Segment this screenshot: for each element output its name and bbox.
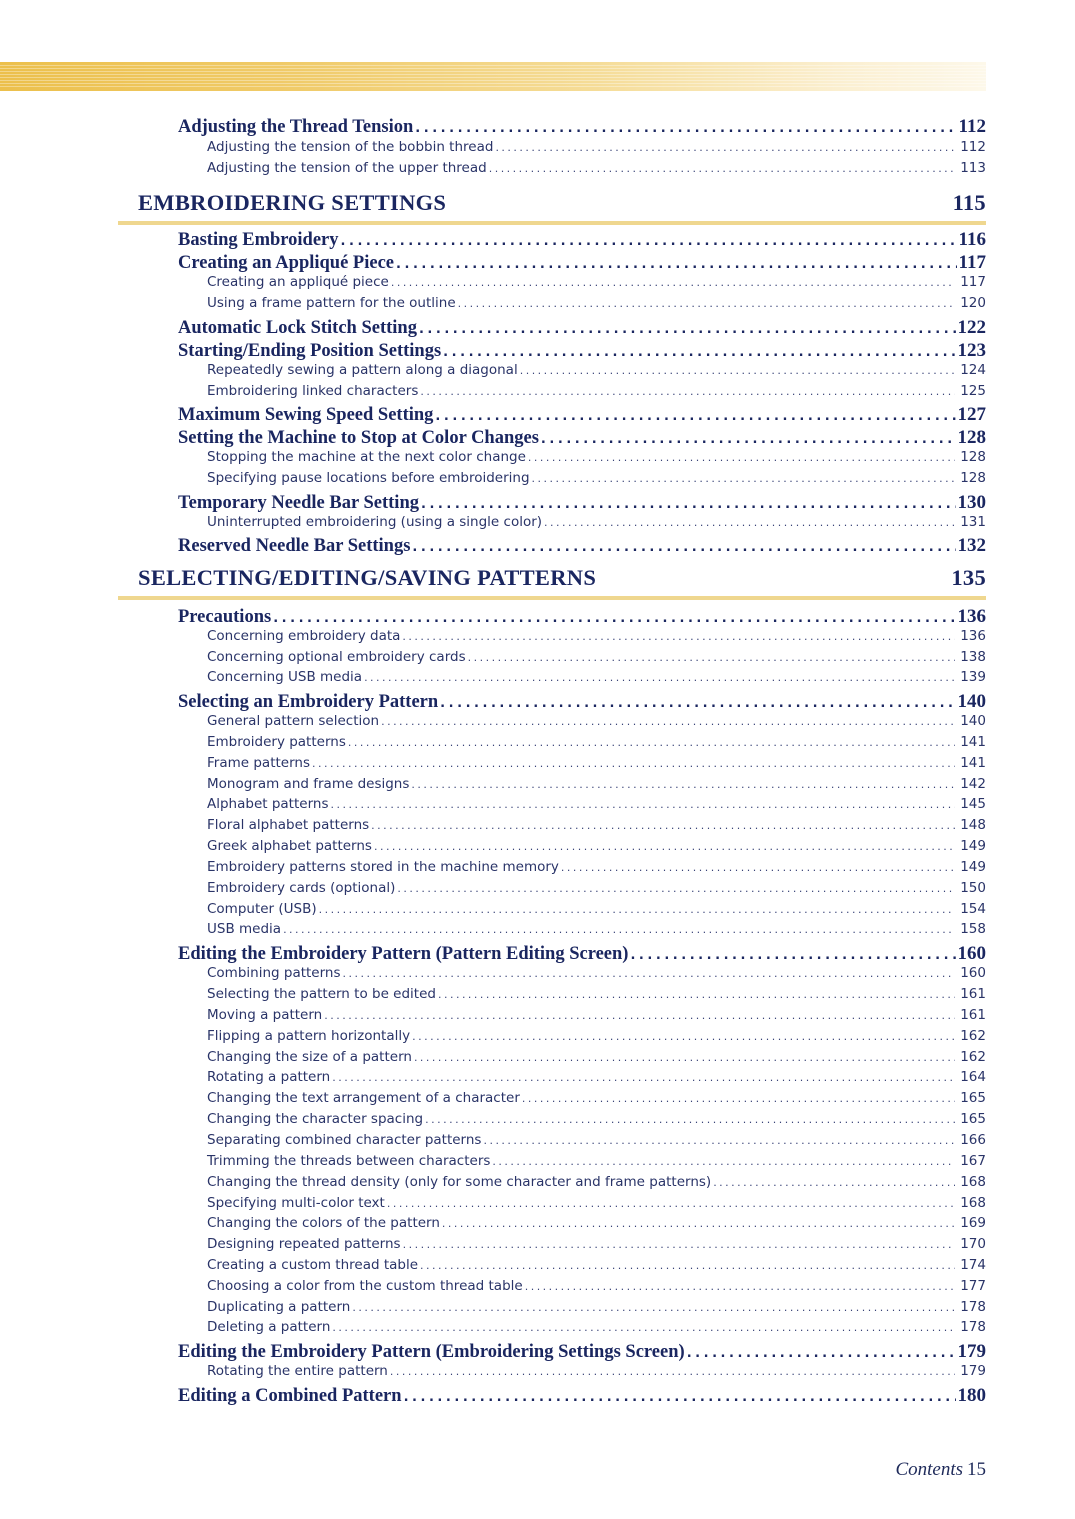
toc-entry-title: Rotating a pattern [207,1069,331,1085]
dot-leader [541,432,956,447]
toc-subentry[interactable] [207,921,986,941]
dot-leader [489,162,956,175]
toc-subentry[interactable] [207,1215,986,1235]
toc-subentry[interactable] [207,713,986,733]
toc-entry[interactable] [178,317,986,340]
toc-entry-page: 168 [960,1195,986,1211]
toc-subentry[interactable] [207,139,986,159]
toc-entry-title: Rotating the entire pattern [207,1363,388,1379]
dot-leader [443,345,955,360]
toc-entry-page: 169 [960,1215,986,1231]
toc-entry-page: 136 [957,606,986,627]
toc-entry-page: 167 [960,1153,986,1169]
dot-leader [414,1051,955,1064]
toc-entry-page: 140 [960,713,986,729]
toc-entry-page: 117 [958,252,986,273]
toc-entry-page: 148 [960,817,986,833]
dot-leader [713,1176,955,1189]
toc-subentry[interactable] [207,1028,986,1048]
toc-entry-page: 154 [960,901,986,917]
toc-entry-title: Frame patterns [207,755,310,771]
toc-entry-page: 178 [960,1299,986,1315]
dot-leader [415,121,956,136]
toc-entry-title: Basting Embroidery [178,230,339,250]
toc-subentry[interactable] [207,160,986,180]
toc-entry-page: 180 [957,1385,986,1406]
toc-entry-page: 145 [960,796,986,812]
toc-entry-page: 122 [957,317,986,338]
toc-entry-title: Repeatedly sewing a pattern along a diagonal [207,362,518,378]
toc-entry-page: 132 [957,535,986,556]
toc-entry-page: 113 [960,160,986,176]
dot-leader [371,819,955,832]
dot-leader [404,1390,956,1405]
toc-entry-title: Selecting the pattern to be edited [207,986,436,1002]
toc-entry-title: Stopping the machine at the next color change [207,449,526,465]
toc-entry-title: Embroidery patterns [207,734,346,750]
toc-entry-page: 174 [960,1257,986,1273]
toc-subentry[interactable] [207,669,986,689]
toc-entry-title: Duplicating a pattern [207,1299,351,1315]
toc-entry-page: 161 [960,1007,986,1023]
toc-subentry[interactable] [207,796,986,816]
toc-entry-title: Trimming the threads between characters [207,1153,491,1169]
toc-entry-title: Combining patterns [207,965,341,981]
dot-leader [520,364,956,377]
toc-entry-title: Floral alphabet patterns [207,817,370,833]
dot-leader [687,1346,956,1361]
dot-leader [397,882,955,895]
toc-entry-page: 162 [960,1049,986,1065]
dot-leader [391,276,955,289]
toc-entry-title: Concerning optional embroidery cards [207,649,466,665]
dot-leader [492,1155,955,1168]
toc-subentry[interactable] [207,1132,986,1152]
footer-page-number: 15 [967,1459,986,1480]
toc-entry-title: Editing the Embroidery Pattern (Embroidering Settings Screen) [178,1342,685,1362]
dot-leader [419,322,956,337]
toc-entry-page: 177 [960,1278,986,1294]
dot-leader [532,472,956,485]
toc-entry-page: 160 [960,965,986,981]
dot-leader [341,234,957,249]
dot-leader [412,1030,955,1043]
toc-entry-title: Monogram and frame designs [207,776,410,792]
toc-subentry[interactable] [207,1299,986,1319]
toc-entry-page: 130 [957,492,986,513]
toc-entry-page: 165 [960,1111,986,1127]
toc-entry-page: 165 [960,1090,986,1106]
dot-leader [381,715,955,728]
toc-entry-page: 140 [957,691,986,712]
toc-entry-title: Computer (USB) [207,901,317,917]
toc-entry-page: 141 [960,755,986,771]
dot-leader [403,1238,956,1251]
toc-entry-title: Uninterrupted embroidering (using a single color) [207,514,543,530]
dot-leader [522,1092,955,1105]
toc-entry-title: Editing a Combined Pattern [178,1386,402,1406]
toc-entry-title: Using a frame pattern for the outline [207,295,456,311]
dot-leader [528,451,955,464]
toc-entry-page: 120 [960,295,986,311]
page-footer [800,1458,986,1481]
toc-entry-title: Deleting a pattern [207,1319,331,1335]
toc-entry[interactable] [178,1341,986,1364]
toc-entry-page: 128 [960,449,986,465]
toc-entry-page: 168 [960,1174,986,1190]
toc-entry[interactable] [178,691,986,714]
dot-leader [374,840,955,853]
toc-entry-title: Maximum Sewing Speed Setting [178,405,434,425]
toc-entry-title: Temporary Needle Bar Setting [178,493,419,513]
toc-entry-title: Adjusting the tension of the bobbin thread [207,139,494,155]
toc-entry-title: Flipping a pattern horizontally [207,1028,411,1044]
toc-entry-title: Moving a pattern [207,1007,323,1023]
toc-entry-page: 123 [957,340,986,361]
dot-leader [364,671,955,684]
toc-section-heading[interactable] [138,190,986,218]
toc-entry-title: Specifying pause locations before embroidering [207,470,530,486]
toc-entry-page: 128 [957,427,986,448]
dot-leader [348,736,955,749]
toc-subentry[interactable] [207,1090,986,1110]
toc-entry-title: Alphabet patterns [207,796,329,812]
dot-leader [273,611,955,626]
dot-leader [332,1321,955,1334]
toc-entry-title: Separating combined character patterns [207,1132,482,1148]
toc-subentry[interactable] [207,449,986,469]
dot-leader [396,257,957,272]
toc-subentry[interactable] [207,901,986,921]
toc-section-title: EMBROIDERING SETTINGS [138,190,447,215]
dot-leader [312,757,955,770]
toc-entry-page: 131 [960,514,986,530]
toc-entry-page: 150 [960,880,986,896]
toc-entry-title: Setting the Machine to Stop at Color Changes [178,428,539,448]
toc-entry-page: 161 [960,986,986,1002]
toc-subentry[interactable] [207,776,986,796]
toc-entry[interactable] [178,229,986,252]
toc-entry[interactable] [178,1385,986,1408]
toc-subentry[interactable] [207,986,986,1006]
toc-subentry[interactable] [207,1319,986,1339]
toc-entry-title: Creating a custom thread table [207,1257,419,1273]
toc-section-heading[interactable] [138,565,986,593]
toc-entry-page: 138 [960,649,986,665]
dot-leader [420,1259,955,1272]
toc-subentry[interactable] [207,362,986,382]
dot-leader [343,967,956,980]
toc-entry-title: Concerning embroidery data [207,628,401,644]
toc-entry-page: 125 [960,383,986,399]
toc-subentry[interactable] [207,1007,986,1027]
toc-entry-title: Greek alphabet patterns [207,838,372,854]
toc-entry-title: Choosing a color from the custom thread table [207,1278,523,1294]
dot-leader [440,696,955,711]
toc-entry-page: 117 [960,274,986,290]
toc-entry-page: 128 [960,470,986,486]
toc-entry-page: 164 [960,1069,986,1085]
toc-entry-title: General pattern selection [207,713,380,729]
toc-subentry[interactable] [207,274,986,294]
toc-entry-title: Embroidery patterns stored in the machine memory [207,859,559,875]
toc-entry[interactable] [178,943,986,966]
toc-entry-title: Adjusting the Thread Tension [178,117,414,137]
toc-subentry[interactable] [207,649,986,669]
dot-leader [324,1009,955,1022]
dot-leader [468,651,956,664]
toc-entry-page: 141 [960,734,986,750]
toc-entry-page: 116 [958,229,986,250]
toc-subentry[interactable] [207,1363,986,1383]
toc-entry-title: Reserved Needle Bar Settings [178,536,411,556]
toc-entry-title: Concerning USB media [207,669,363,685]
toc-entry-page: 112 [958,116,986,137]
toc-entry[interactable] [178,427,986,450]
dot-leader [561,861,955,874]
toc-subentry[interactable] [207,628,986,648]
toc-section-page: 115 [952,190,986,215]
dot-leader [332,1071,955,1084]
toc-entry-page: 127 [957,404,986,425]
toc-entry[interactable] [178,116,986,139]
dot-leader [412,540,955,555]
toc-entry-title: Specifying multi-color text [207,1195,385,1211]
toc-subentry[interactable] [207,470,986,490]
toc-entry[interactable] [178,340,986,363]
dot-leader [387,1197,955,1210]
toc-subentry[interactable] [207,817,986,837]
section-underline [118,596,986,600]
toc-subentry[interactable] [207,1278,986,1298]
toc-subentry[interactable] [207,859,986,879]
toc-subentry[interactable] [207,734,986,754]
toc-entry-title: Starting/Ending Position Settings [178,341,442,361]
toc-entry-title: Changing the thread density (only for some character and frame patterns) [207,1174,712,1190]
toc-entry[interactable] [178,404,986,427]
toc-entry-title: Automatic Lock Stitch Setting [178,318,417,338]
toc-subentry[interactable] [207,383,986,403]
toc-entry-page: 170 [960,1236,986,1252]
toc-entry-page: 149 [960,859,986,875]
toc-subentry[interactable] [207,1195,986,1215]
toc-entry-page: 178 [960,1319,986,1335]
dot-leader [420,385,955,398]
toc-subentry[interactable] [207,965,986,985]
toc-entry-title: Editing the Embroidery Pattern (Pattern Editing Screen) [178,944,629,964]
toc-entry-title: Changing the colors of the pattern [207,1215,440,1231]
dot-leader [438,988,955,1001]
toc-entry-page: 162 [960,1028,986,1044]
toc-entry-page: 149 [960,838,986,854]
toc-entry[interactable] [178,606,986,629]
toc-entry[interactable] [178,535,986,558]
toc-subentry[interactable] [207,1174,986,1194]
dot-leader [390,1365,955,1378]
dot-leader [421,497,956,512]
toc-entry-title: Designing repeated patterns [207,1236,401,1252]
dot-leader [402,630,955,643]
dot-leader [411,778,955,791]
toc-subentry[interactable] [207,1069,986,1089]
dot-leader [352,1301,955,1314]
dot-leader [442,1217,955,1230]
toc-subentry[interactable] [207,1153,986,1173]
toc-entry-page: 112 [960,139,986,155]
toc-entry-page: 166 [960,1132,986,1148]
toc-subentry[interactable] [207,514,986,534]
dot-leader [458,297,956,310]
dot-leader [425,1113,955,1126]
section-underline [118,221,986,225]
toc-entry-title: Changing the character spacing [207,1111,424,1127]
toc-entry-page: 158 [960,921,986,937]
dot-leader [330,798,955,811]
dot-leader [483,1134,955,1147]
toc-entry-title: Adjusting the tension of the upper thread [207,160,487,176]
dot-leader [283,923,955,936]
dot-leader [525,1280,956,1293]
dot-leader [630,948,955,963]
toc-entry-page: 160 [957,943,986,964]
dot-leader [495,141,955,154]
toc-subentry[interactable] [207,1236,986,1256]
toc-section-title: SELECTING/EDITING/SAVING PATTERNS [138,565,597,590]
toc-entry-page: 136 [960,628,986,644]
toc-subentry[interactable] [207,295,986,315]
toc-entry-page: 179 [960,1363,986,1379]
toc-entry-title: Precautions [178,607,272,627]
toc-section-page: 135 [951,565,986,590]
dot-leader [544,516,955,529]
toc-subentry[interactable] [207,880,986,900]
toc-subentry[interactable] [207,755,986,775]
toc-subentry[interactable] [207,1049,986,1069]
footer-section-label: Contents [895,1459,963,1480]
toc-entry-title: Creating an Appliqué Piece [178,253,395,273]
toc-entry-title: USB media [207,921,282,937]
toc-entry-title: Embroidery cards (optional) [207,880,396,896]
toc-entry-page: 179 [957,1341,986,1362]
toc-subentry[interactable] [207,838,986,858]
dot-leader [435,409,955,424]
toc-entry-title: Selecting an Embroidery Pattern [178,692,439,712]
toc-entry[interactable] [178,252,986,275]
toc-entry-title: Creating an appliqué piece [207,274,389,290]
toc-entry-page: 139 [960,669,986,685]
dot-leader [319,903,956,916]
toc-entry-title: Embroidering linked characters [207,383,419,399]
toc-subentry[interactable] [207,1111,986,1131]
toc-entry-page: 124 [960,362,986,378]
toc-entry-title: Changing the text arrangement of a character [207,1090,520,1106]
toc-entry[interactable] [178,492,986,515]
toc-entry-title: Changing the size of a pattern [207,1049,412,1065]
toc-entry-page: 142 [960,776,986,792]
toc-subentry[interactable] [207,1257,986,1277]
